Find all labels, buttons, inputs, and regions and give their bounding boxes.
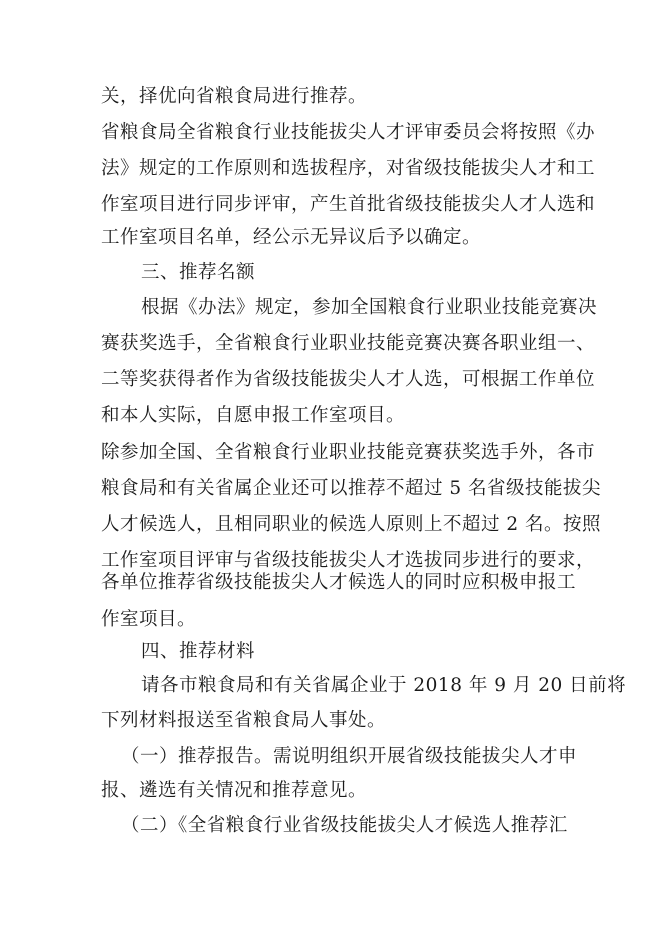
paragraph-line: 省粮食局全省粮食行业技能拔尖人才评审委员会将按照《办 (101, 122, 596, 143)
paragraph-line: 和本人实际，自愿申报工作室项目。 (101, 405, 406, 426)
paragraph-line: 法》规定的工作原则和选拔程序，对省级技能拔尖人才和工 (101, 158, 596, 179)
paragraph-line: 根据《办法》规定，参加全国粮食行业职业技能竞赛决 (141, 297, 598, 318)
paragraph-line: 报、遴选有关情况和推荐意见。 (101, 780, 368, 801)
paragraph-line: 请各市粮食局和有关省属企业于 2018 年 9 月 20 日前将 (141, 675, 627, 696)
paragraph-line: 各单位推荐省级技能拔尖人才候选人的同时应积极申报工 (101, 572, 577, 593)
paragraph-line: （二）《全省粮食行业省级技能拔尖人才候选人推荐汇 (121, 815, 568, 836)
paragraph-line: 下列材料报送至省粮食局人事处。 (101, 710, 387, 731)
paragraph-line: 关，择优向省粮食局进行推荐。 (101, 86, 368, 107)
paragraph-line: 作室项目进行同步评审，产生首批省级技能拔尖人才人选和 (101, 194, 596, 215)
paragraph-line: 赛获奖选手，全省粮食行业职业技能竞赛决赛各职业组一、 (101, 333, 596, 354)
section-heading: 四、推荐材料 (141, 641, 256, 662)
paragraph-line: 除参加全国、全省粮食行业职业技能竞赛获奖选手外，各市 (101, 442, 596, 463)
paragraph-line: 粮食局和有关省属企业还可以推荐不超过 5 名省级技能拔尖 (101, 478, 602, 499)
paragraph-line: 人才候选人，且相同职业的候选人原则上不超过 2 名。按照 (101, 514, 602, 535)
section-heading: 三、推荐名额 (141, 262, 256, 283)
paragraph-line: 工作室项目评审与省级技能拔尖人才选拔同步进行的要求， (101, 550, 596, 571)
paragraph-line: （一）推荐报告。需说明组织开展省级技能拔尖人才申 (121, 746, 578, 767)
paragraph-line: 作室项目。 (101, 609, 197, 630)
paragraph-line: 二等奖获得者作为省级技能拔尖人才人选，可根据工作单位 (101, 369, 596, 390)
paragraph-line: 工作室项目名单，经公示无异议后予以确定。 (101, 227, 482, 248)
